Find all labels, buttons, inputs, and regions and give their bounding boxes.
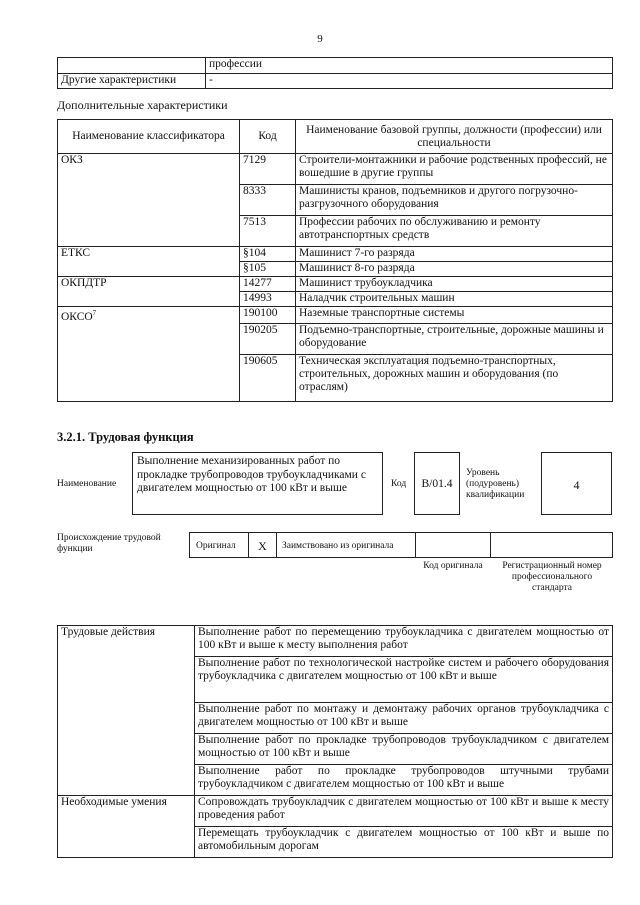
original-label-cell: Оригинал bbox=[189, 532, 249, 558]
classifier-code: 14993 bbox=[240, 292, 296, 307]
code-label: Код bbox=[391, 479, 407, 489]
section-title: 3.2.1. Трудовая функция bbox=[57, 430, 194, 444]
classifier-desc: Машинист 7-го разряда bbox=[296, 247, 613, 262]
additional-characteristics-title: Дополнительные характеристики bbox=[57, 98, 228, 112]
group-label-continued bbox=[58, 765, 195, 796]
header-code: Код bbox=[240, 120, 296, 154]
action-item: Выполнение работ по монтажу и демонтажу рабочих органов трубоукладчика с двигателем мощностью от 100 кВт и выше bbox=[195, 703, 613, 734]
labor-actions-table bbox=[57, 625, 613, 858]
classifier-name-continued bbox=[58, 355, 240, 402]
action-item: Выполнение работ по прокладке трубопроводов трубоукладчиком с двигателем мощностью от 100 кВт и выше bbox=[195, 734, 613, 765]
classifier-desc: Техническая эксплуатация подъемно-транспортных, строительных, дорожных машин и оборудования (по отраслям) bbox=[296, 355, 613, 402]
origin-label: Происхождение трудовой функции bbox=[57, 533, 161, 554]
group-label-continued bbox=[58, 734, 195, 765]
function-name-box: Выполнение механизированных работ по прокладке трубопроводов трубоукладчиками с двигателем мощностью от 100 кВт и выше bbox=[132, 452, 383, 515]
registration-number-cell[interactable] bbox=[490, 532, 613, 558]
group-label-continued bbox=[58, 703, 195, 734]
classifier-code: §105 bbox=[240, 262, 296, 277]
classifier-desc: Машинист трубоукладчика bbox=[296, 277, 613, 292]
other-characteristics-value: - bbox=[206, 74, 613, 89]
origin-code-caption: Код оригинала bbox=[423, 561, 483, 571]
classifier-desc: Наземные транспортные системы bbox=[296, 307, 613, 324]
classifier-code: §104 bbox=[240, 247, 296, 262]
header-description: Наименование базовой группы, должности (профессии) или специальности bbox=[296, 120, 613, 154]
classifier-code: 190605 bbox=[240, 355, 296, 402]
classifier-name bbox=[58, 307, 240, 324]
function-code-box: B/01.4 bbox=[414, 452, 460, 515]
registration-number-caption: Регистрационный номер профессионального стандарта bbox=[502, 561, 602, 593]
origin-code-cell[interactable] bbox=[415, 532, 491, 558]
function-name-label: Наименование bbox=[57, 479, 117, 489]
empty-cell bbox=[58, 58, 206, 74]
action-item: Выполнение работ по технологической настройке систем и рабочего оборудования трубоукладчика с двигателем мощностью от 100 кВт и выше bbox=[195, 657, 613, 703]
classifier-code: 7513 bbox=[240, 216, 296, 247]
group-label-continued bbox=[58, 657, 195, 703]
classifier-name: ОКПДТР bbox=[58, 277, 240, 292]
classifier-name-text: ОКСО bbox=[61, 310, 93, 323]
profession-cell: профессии bbox=[206, 58, 613, 74]
action-item: Выполнение работ по перемещению трубоукладчика с двигателем мощностью от 100 кВт и выше к месту выполнения работ bbox=[195, 626, 613, 657]
classifier-desc: Машинисты кранов, подъемников и другого погрузочно-разгрузочного оборудования bbox=[296, 185, 613, 216]
classifier-desc: Наладчик строительных машин bbox=[296, 292, 613, 307]
group-label: Необходимые умения bbox=[58, 796, 195, 827]
action-item: Выполнение работ по прокладке трубопроводов штучными трубами трубоукладчиком с двигателем мощностью от 100 кВт и выше bbox=[195, 765, 613, 796]
footnote-mark: 7 bbox=[92, 309, 97, 317]
skill-item: Сопровождать трубоукладчик с двигателем мощностью от 100 кВт и выше к месту проведения работ bbox=[195, 796, 613, 827]
classifier-name: ЕТКС bbox=[58, 247, 240, 262]
qualification-level-label: Уровень (подуровень) квалификации bbox=[466, 468, 525, 500]
classifier-table bbox=[57, 119, 613, 402]
page-number: 9 bbox=[317, 33, 323, 45]
group-label: Трудовые действия bbox=[58, 626, 195, 657]
classifier-desc: Профессии рабочих по обслуживанию и ремонту автотранспортных средств bbox=[296, 216, 613, 247]
qualification-level-box: 4 bbox=[541, 452, 612, 515]
classifier-name-continued bbox=[58, 216, 240, 247]
classifier-code: 190205 bbox=[240, 324, 296, 355]
classifier-code: 7129 bbox=[240, 154, 296, 185]
original-mark-cell[interactable]: X bbox=[248, 532, 277, 558]
borrowed-label-cell: Заимствовано из оригинала bbox=[276, 532, 416, 558]
classifier-desc: Подъемно-транспортные, строительные, дорожные машины и оборудование bbox=[296, 324, 613, 355]
classifier-code: 14277 bbox=[240, 277, 296, 292]
classifier-name-continued bbox=[58, 292, 240, 307]
other-characteristics-label: Другие характеристики bbox=[58, 74, 206, 89]
classifier-desc: Машинист 8-го разряда bbox=[296, 262, 613, 277]
classifier-name-continued bbox=[58, 185, 240, 216]
classifier-code: 8333 bbox=[240, 185, 296, 216]
classifier-name-continued bbox=[58, 262, 240, 277]
classifier-code: 190100 bbox=[240, 307, 296, 324]
header-classifier: Наименование классификатора bbox=[58, 120, 240, 154]
skill-item: Перемещать трубоукладчик с двигателем мощностью от 100 кВт и выше по автомобильным дорогам bbox=[195, 827, 613, 858]
group-label-continued bbox=[58, 827, 195, 858]
top-characteristics-table bbox=[57, 57, 613, 89]
classifier-name: ОКЗ bbox=[58, 154, 240, 185]
classifier-name-continued bbox=[58, 324, 240, 355]
classifier-desc: Строители-монтажники и рабочие родственных профессий, не вошедшие в другие группы bbox=[296, 154, 613, 185]
